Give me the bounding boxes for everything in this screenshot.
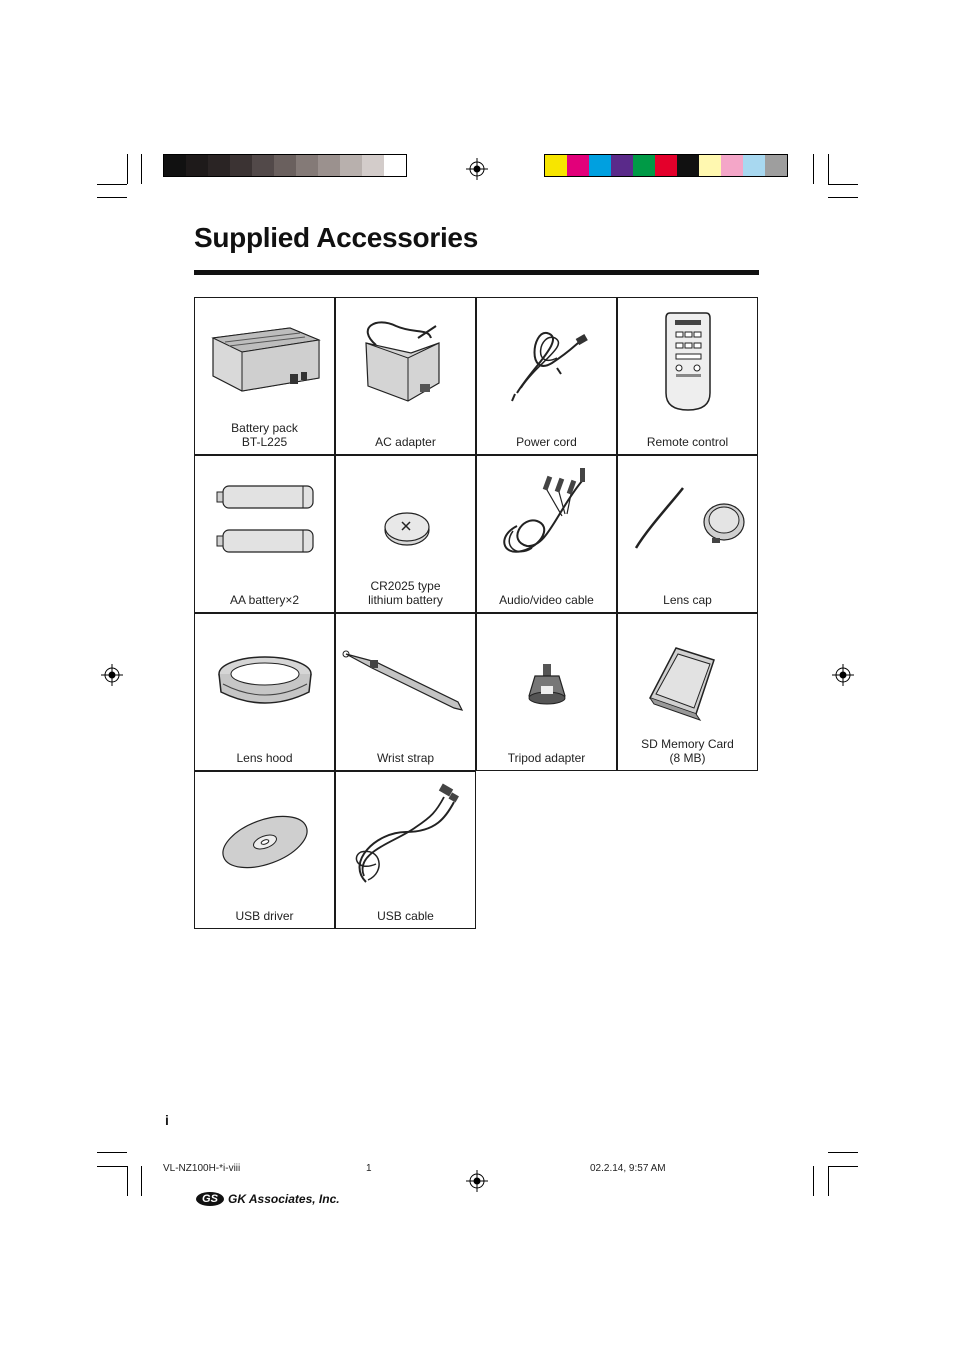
calibration-swatch (230, 155, 252, 176)
calibration-swatch (589, 155, 611, 176)
crop-mark (97, 1166, 127, 1167)
accessory-label: USB driver (235, 909, 294, 923)
registration-mark-icon (466, 158, 488, 180)
crop-mark (828, 1152, 858, 1153)
calibration-swatch (384, 155, 406, 176)
calibration-swatch (567, 155, 589, 176)
crop-mark (828, 1166, 858, 1167)
grayscale-calibration-bar (163, 154, 407, 177)
wrist-strap-icon (336, 614, 477, 772)
lens-hood-icon (195, 614, 336, 772)
company-logo (196, 1190, 340, 1208)
calibration-swatch (743, 155, 765, 176)
registration-mark-icon (832, 664, 854, 686)
accessory-label: SD Memory Card (8 MB) (641, 737, 734, 765)
tripod-adapter-icon (477, 614, 618, 772)
accessory-cell (617, 613, 758, 771)
crop-mark (97, 184, 127, 185)
accessory-cell (476, 455, 617, 613)
company-logo-mark: GS (196, 1192, 224, 1206)
footer-datetime: 02.2.14, 9:57 AM (590, 1163, 666, 1174)
accessory-label: Remote control (646, 435, 729, 449)
calibration-swatch (296, 155, 318, 176)
ac-adapter-icon (336, 298, 477, 456)
crop-mark (813, 154, 814, 184)
calibration-swatch (208, 155, 230, 176)
crop-mark (97, 197, 127, 198)
page-title: Supplied Accessories (194, 222, 478, 253)
crop-mark (141, 1166, 142, 1196)
remote-control-icon (618, 298, 759, 456)
crop-mark (127, 1166, 128, 1196)
accessory-cell (476, 297, 617, 455)
accessory-cell (335, 297, 476, 455)
calibration-swatch (340, 155, 362, 176)
calibration-swatch (362, 155, 384, 176)
accessory-cell (335, 771, 476, 929)
company-name: GK Associates, Inc. (228, 1192, 340, 1206)
footer-page: 1 (366, 1163, 372, 1174)
calibration-swatch (721, 155, 743, 176)
crop-mark (127, 154, 128, 184)
accessory-cell (617, 297, 758, 455)
usb-driver-disc-icon (195, 772, 336, 930)
calibration-swatch (186, 155, 208, 176)
crop-mark (828, 154, 829, 184)
crop-mark (828, 184, 858, 185)
accessory-label: AC adapter (375, 435, 436, 449)
calibration-swatch (252, 155, 274, 176)
accessory-cell (476, 613, 617, 771)
footer-filename: VL-NZ100H-*i-viii (163, 1163, 241, 1174)
accessory-label: Wrist strap (376, 751, 435, 765)
calibration-swatch (699, 155, 721, 176)
accessory-label: Battery pack BT-L225 (231, 421, 298, 449)
accessory-label: CR2025 type lithium battery (368, 579, 443, 607)
accessory-label: Tripod adapter (507, 751, 586, 765)
calibration-swatch (611, 155, 633, 176)
accessory-label: Power cord (516, 435, 577, 449)
accessory-label: Audio/video cable (499, 593, 594, 607)
page-number: i (165, 1112, 169, 1128)
accessory-label: AA battery×2 (229, 593, 300, 607)
av-cable-icon (477, 456, 618, 614)
crop-mark (828, 1166, 829, 1196)
accessory-label: USB cable (377, 909, 434, 923)
usb-cable-icon (336, 772, 477, 930)
accessory-label: Lens hood (236, 751, 293, 765)
crop-mark (828, 197, 858, 198)
crop-mark (97, 1152, 127, 1153)
accessory-label: Lens cap (663, 593, 712, 607)
accessory-cell (194, 297, 335, 455)
calibration-swatch (164, 155, 186, 176)
aa-battery-icon (195, 456, 336, 614)
registration-mark-icon (466, 1170, 488, 1192)
lens-cap-icon (618, 456, 759, 614)
accessory-cell (617, 455, 758, 613)
calibration-swatch (677, 155, 699, 176)
calibration-swatch (655, 155, 677, 176)
calibration-swatch (633, 155, 655, 176)
accessory-cell (194, 455, 335, 613)
calibration-swatch (545, 155, 567, 176)
crop-mark (141, 154, 142, 184)
calibration-swatch (274, 155, 296, 176)
registration-mark-icon (101, 664, 123, 686)
accessory-cell (335, 455, 476, 613)
color-calibration-bar (544, 154, 788, 177)
calibration-swatch (765, 155, 787, 176)
accessory-cell (335, 613, 476, 771)
accessory-cell (194, 613, 335, 771)
crop-mark (813, 1166, 814, 1196)
accessory-cell (194, 771, 335, 929)
calibration-swatch (318, 155, 340, 176)
power-cord-icon (477, 298, 618, 456)
title-rule (194, 270, 759, 275)
